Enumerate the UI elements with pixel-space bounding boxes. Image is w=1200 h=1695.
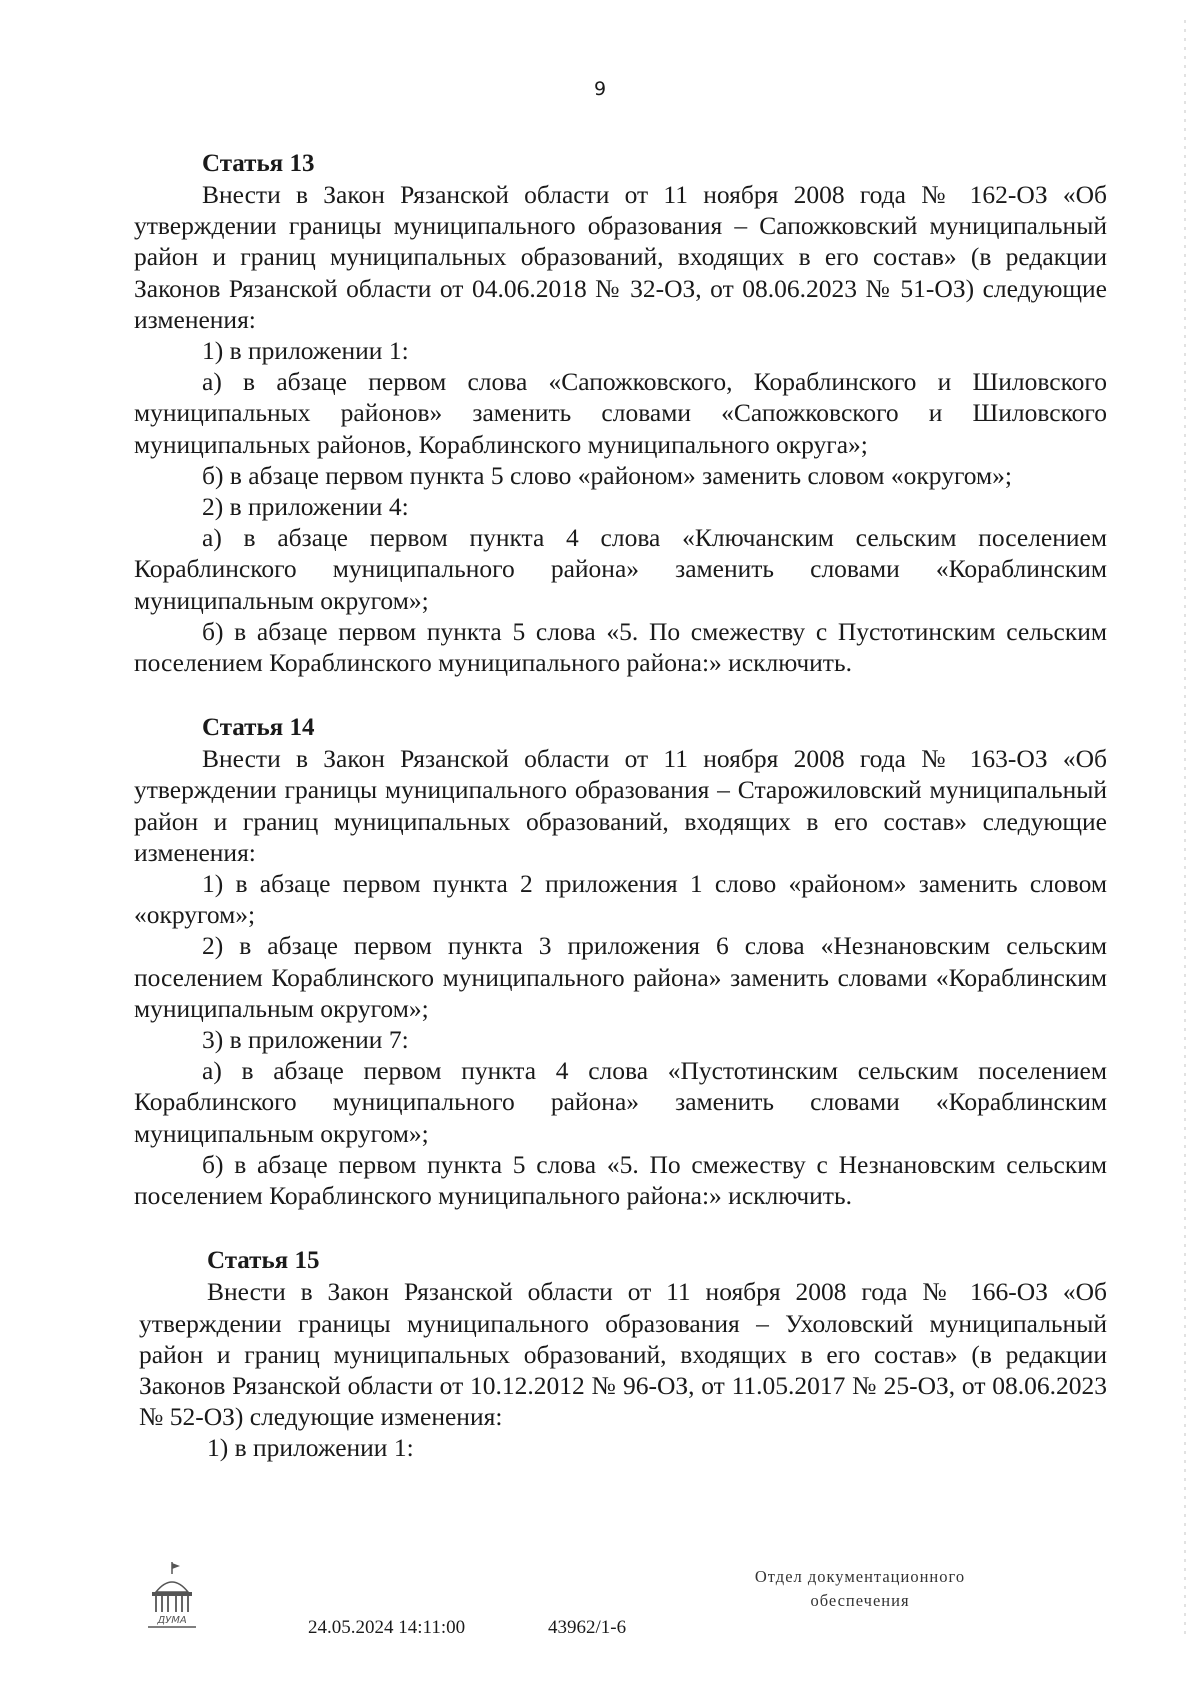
scan-edge-artifact — [1184, 20, 1186, 1640]
article-paragraph: а) в абзаце первом слова «Сапожковского, Кораблинского и Шиловского муниципальных районов» заменить словами «Сапожковского и Шиловского муниципальных районов, Кораблинского муниципального округа»; — [134, 367, 1107, 459]
article-paragraph: б) в абзаце первом пункта 5 слово «районом» заменить словом «округом»; — [202, 460, 1013, 490]
article-paragraph: 2) в абзаце первом пункта 3 приложения 6 слова «Незнановским сельским поселением Кораблинского муниципального района» заменить словами «Кораблинским муниципальным округом»; — [134, 931, 1107, 1023]
article-paragraph: Внести в Закон Рязанской области от 11 ноября 2008 года № 166-ОЗ «Об утверждении границы муниципального образования – Ухоловский муниципальный район и границ муниципальных образований, входящих в его состав» (в редакции Законов Рязанской области от 10.12.2012 № 96-ОЗ, от 11.05.2017 № 25-ОЗ, от 08.06.2023 № 52-ОЗ) следующие изменения: — [139, 1277, 1107, 1432]
article-heading: Статья 13 — [202, 150, 315, 177]
footer-department-stamp — [700, 1565, 1020, 1613]
duma-logo-icon — [142, 1560, 202, 1630]
department-line: обеспечения — [810, 1591, 910, 1610]
duma-logo-text: ДУМА — [157, 1615, 187, 1626]
article-paragraph: а) в абзаце первом пункта 4 слова «Пустотинским сельским поселением Кораблинского муниципального района» заменить словами «Кораблинским муниципальным округом»; — [134, 1056, 1107, 1148]
article-paragraph: 1) в приложении 1: — [207, 1433, 414, 1463]
article-paragraph: 2) в приложении 4: — [202, 492, 409, 522]
article-paragraph: Внести в Закон Рязанской области от 11 ноября 2008 года № 163-ОЗ «Об утверждении границы муниципального образования – Старожиловский муниципальный район и границ муниципальных образований, входящих в его состав» следующие изменения: — [134, 744, 1107, 867]
article-14 — [134, 712, 1107, 1211]
article-13 — [134, 148, 1107, 678]
article-paragraph: 1) в абзаце первом пункта 2 приложения 1 слово «районом» заменить словом «округом»; — [134, 869, 1107, 930]
article-heading: Статья 15 — [207, 1247, 320, 1275]
article-paragraph: б) в абзаце первом пункта 5 слова «5. По смежеству с Незнановским сельским поселением Кораблинского муниципального района:» исключить. — [134, 1149, 1107, 1211]
article-paragraph: 3) в приложении 7: — [202, 1025, 409, 1055]
department-line: Отдел документационного — [754, 1567, 966, 1586]
article-paragraph: б) в абзаце первом пункта 5 слова «5. По смежеству с Пустотинским сельским поселением Кораблинского муниципального района:» исключить. — [134, 616, 1107, 678]
article-15 — [139, 1245, 1107, 1463]
article-heading: Статья 14 — [202, 714, 315, 742]
footer-timestamp: 24.05.2024 14:11:00 — [308, 1617, 466, 1638]
footer-document-code: 43962/1-6 — [548, 1617, 627, 1638]
article-paragraph: 1) в приложении 1: — [202, 336, 409, 366]
article-paragraph: а) в абзаце первом пункта 4 слова «Ключанским сельским поселением Кораблинского муниципального района» заменить словами «Кораблинским муниципальным округом»; — [134, 523, 1107, 615]
document-body — [134, 148, 1107, 1498]
page-number: 9 — [593, 78, 607, 100]
article-paragraph: Внести в Закон Рязанской области от 11 ноября 2008 года № 162-ОЗ «Об утверждении границы муниципального образования – Сапожковский муниципальный район и границ муниципальных образований, входящих в его состав» (в редакции Законов Рязанской области от 04.06.2018 № 32-ОЗ, от 08.06.2023 № 51-ОЗ) следующие изменения: — [134, 180, 1107, 334]
